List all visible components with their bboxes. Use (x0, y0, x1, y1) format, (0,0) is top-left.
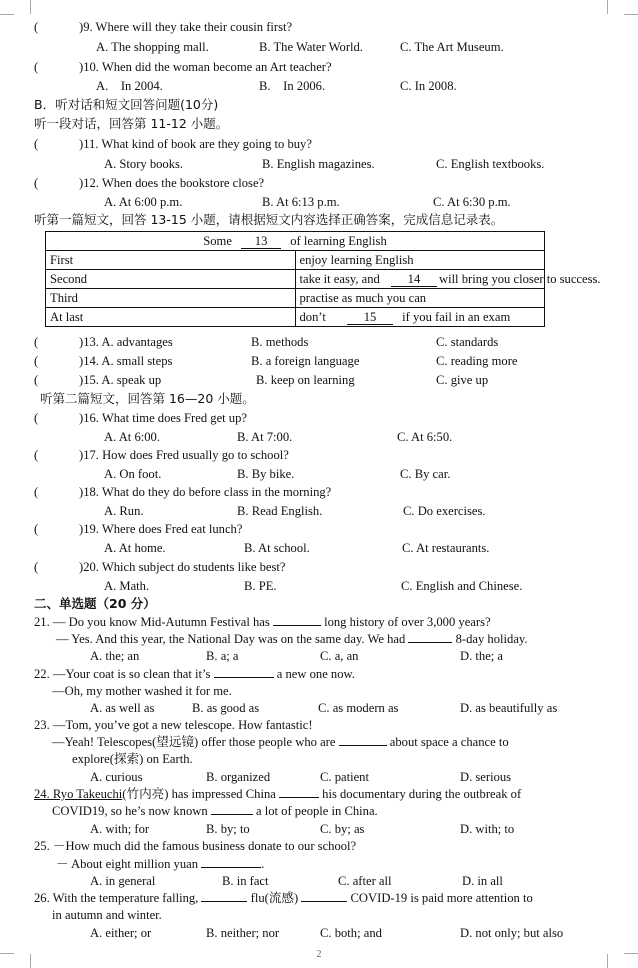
option-c: C. both; and (320, 926, 382, 940)
option-c: C. By car. (400, 467, 451, 481)
blank (301, 901, 347, 902)
crop-mark (624, 14, 638, 29)
row-label: Third (46, 289, 296, 308)
option-b: B. methods (251, 335, 309, 349)
crop-mark (16, 0, 31, 14)
option-d: D. serious (460, 770, 512, 784)
option-b: B. By bike. (237, 467, 295, 481)
option-c: C. reading more (436, 354, 518, 368)
option-d: D. in all (462, 874, 503, 888)
option-a: A. as well as (90, 701, 155, 715)
blank-15: 15 (347, 311, 393, 325)
blank (214, 677, 274, 678)
option-a: A. At 6:00 p.m. (104, 195, 183, 209)
answer-paren: ( (34, 335, 39, 349)
page-number: 2 (316, 949, 322, 960)
row-content: don’t 15 if you fail in an exam (295, 308, 545, 327)
question-12: )12. When does the bookstore close? (79, 176, 265, 190)
question-17: )17. How does Fred usually go to school? (79, 448, 289, 462)
question-20: )20. Which subject do students like best? (79, 560, 286, 574)
instruction: 听第二篇短文，回答第 16—20 小题。 (40, 391, 255, 406)
answer-paren: ( (34, 522, 39, 536)
option-a: A. in general (90, 874, 156, 888)
option-b: B. At 7:00. (237, 430, 293, 444)
instruction: 听一段对话，回答第 11-12 小题。 (34, 116, 229, 131)
question-15: )15. A. speak up (79, 373, 162, 387)
instruction: 听第一篇短文，回答 13-15 小题，请根据短文内容选择正确答案，完成信息记录表。 (34, 212, 504, 227)
question-26-line2: in autumn and winter. (52, 908, 162, 922)
option-b: B. At 6:13 p.m. (262, 195, 340, 209)
option-b: B. In 2006. (259, 79, 326, 93)
option-d: D. not only; but also (460, 926, 564, 940)
option-b: B. Read English. (237, 504, 323, 518)
question-21-line2: — Yes. And this year, the National Day was on the same day. We had 8-day holiday. (56, 632, 528, 646)
option-c: C. by; as (320, 822, 365, 836)
option-c: C. English textbooks. (436, 157, 545, 171)
option-c: C. standards (436, 335, 499, 349)
option-a: A. curious (90, 770, 143, 784)
row-label: Second (46, 270, 296, 289)
question-25-line2: － About eight million yuan . (56, 857, 265, 871)
question-24: 24. Ryo Takeuchi(竹内亮) has impressed China his documentary during the outbreak of (34, 787, 522, 801)
section-heading: B．听对话和短文回答问题(10分) (34, 97, 219, 112)
crop-mark (607, 0, 622, 14)
answer-paren: ( (34, 20, 39, 34)
option-a: A. In 2004. (96, 79, 163, 93)
question-16: )16. What time does Fred get up? (79, 411, 247, 425)
option-b: B. keep on learning (256, 373, 355, 387)
option-b: B. neither; nor (206, 926, 280, 940)
option-b: B. PE. (244, 579, 277, 593)
blank (273, 625, 321, 626)
option-b: B. English magazines. (262, 157, 375, 171)
option-d: D. the; a (460, 649, 504, 663)
option-b: B. The Water World. (259, 40, 363, 54)
blank (279, 797, 319, 798)
answer-paren: ( (34, 60, 39, 74)
question-25: 25. －How much did the famous business donate to our school? (34, 839, 357, 853)
option-b: B. a; a (206, 649, 239, 663)
option-d: D. with; to (460, 822, 515, 836)
option-c: C. after all (338, 874, 392, 888)
answer-paren: ( (34, 354, 39, 368)
table-row (46, 251, 545, 270)
question-23: 23. —Tom, you’ve got a new telescope. How fantastic! (34, 718, 313, 732)
section-heading: 二、单选题（20 分） (34, 596, 156, 611)
question-24-line2: COVID19, so he’s now known a lot of people in China. (52, 804, 378, 818)
option-c: C. At 6:30 p.m. (433, 195, 511, 209)
question-26: 26. With the temperature falling, flu(流感) COVID-19 is paid more attention to (34, 891, 533, 905)
table-header: Some 13 of learning English (46, 232, 545, 251)
option-a: A. The shopping mall. (96, 40, 209, 54)
table-header-row (46, 232, 545, 251)
answer-paren: ( (34, 373, 39, 387)
question-22-line2: —Oh, my mother washed it for me. (52, 684, 232, 698)
option-a: A. the; an (90, 649, 140, 663)
blank (201, 901, 247, 902)
question-18: )18. What do they do before class in the morning? (79, 485, 332, 499)
option-a: A. At home. (104, 541, 166, 555)
option-d: D. as beautifully as (460, 701, 558, 715)
option-c: C. give up (436, 373, 489, 387)
answer-paren: ( (34, 448, 39, 462)
option-a: A. Story books. (104, 157, 184, 171)
answer-paren: ( (34, 485, 39, 499)
question-11: )11. What kind of book are they going to buy? (79, 137, 312, 151)
option-c: C. In 2008. (400, 79, 457, 93)
option-b: B. as good as (192, 701, 260, 715)
table-row (46, 308, 545, 327)
option-c: C. Do exercises. (403, 504, 486, 518)
table-row (46, 270, 545, 289)
option-a: A. either; or (90, 926, 152, 940)
option-a: A. At 6:00. (104, 430, 160, 444)
question-13: )13. A. advantages (79, 335, 173, 349)
blank (211, 814, 253, 815)
question-9: )9. Where will they take their cousin first? (79, 20, 293, 34)
info-record-table (45, 231, 601, 327)
option-c: C. The Art Museum. (400, 40, 504, 54)
crop-mark (0, 14, 14, 29)
option-a: A. On foot. (104, 467, 162, 481)
table-row (46, 289, 545, 308)
option-b: B. a foreign language (251, 354, 360, 368)
question-14: )14. A. small steps (79, 354, 173, 368)
blank (339, 745, 387, 746)
row-label: At last (46, 308, 296, 327)
row-label: First (46, 251, 296, 270)
question-21: 21. — Do you know Mid-Autumn Festival has long history of over 3,000 years? (34, 615, 491, 629)
option-a: A. Run. (104, 504, 144, 518)
question-23-line3: explore(探索) on Earth. (72, 752, 193, 766)
row-content: practise as much you can (295, 289, 545, 308)
blank (201, 867, 261, 868)
option-c: C. a, an (320, 649, 359, 663)
option-c: C. patient (320, 770, 369, 784)
answer-paren: ( (34, 176, 39, 190)
option-b: B. organized (206, 770, 271, 784)
blank-14: 14 (391, 273, 437, 287)
blank (408, 642, 452, 643)
option-a: A. with; for (90, 822, 150, 836)
answer-paren: ( (34, 411, 39, 425)
option-a: A. Math. (104, 579, 150, 593)
option-c: C. At restaurants. (402, 541, 490, 555)
blank-13: 13 (241, 235, 281, 249)
option-c: C. English and Chinese. (401, 579, 523, 593)
row-content: take it easy, and 14 will bring you closer to success. (295, 270, 545, 289)
option-b: B. by; to (206, 822, 250, 836)
option-c: C. At 6:50. (397, 430, 453, 444)
option-b: B. in fact (222, 874, 269, 888)
question-19: )19. Where does Fred eat lunch? (79, 522, 243, 536)
question-22: 22. —Your coat is so clean that it’s a new one now. (34, 667, 355, 681)
row-content: enjoy learning English (295, 251, 545, 270)
option-b: B. At school. (244, 541, 310, 555)
answer-paren: ( (34, 137, 39, 151)
option-c: C. as modern as (318, 701, 399, 715)
answer-paren: ( (34, 560, 39, 574)
question-23-line2: —Yeah! Telescopes(望远镜) offer those people who are about space a chance to (52, 735, 509, 749)
question-10: )10. When did the woman become an Art teacher? (79, 60, 332, 74)
